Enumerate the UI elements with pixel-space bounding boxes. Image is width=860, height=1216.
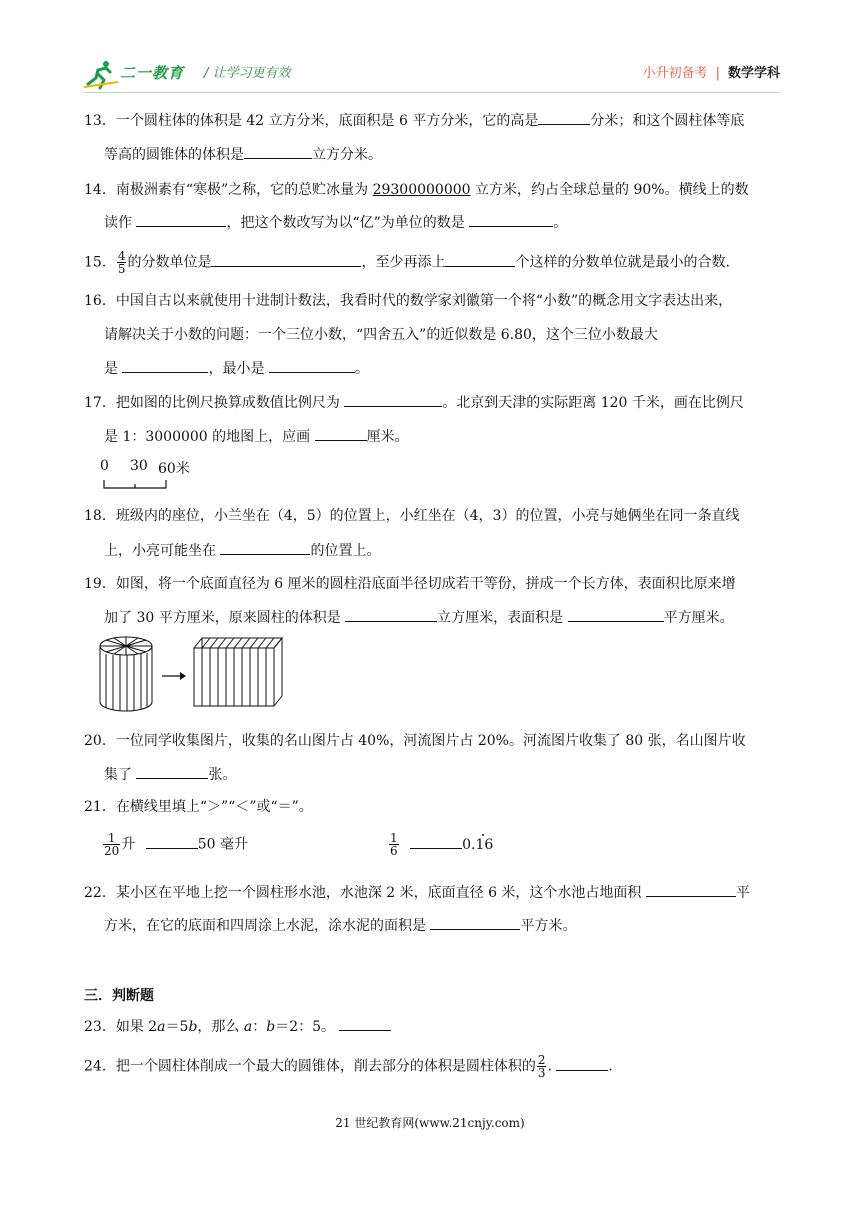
answer-blank[interactable] — [410, 834, 462, 849]
header-right — [643, 62, 780, 81]
q13-text: 等高的圆锥体的体积是 — [104, 147, 244, 163]
fraction — [537, 1054, 547, 1079]
answer-blank[interactable] — [430, 915, 520, 930]
variable: a — [243, 1019, 253, 1035]
q19-text: 19．如图，将一个底面直径为 6 厘米的圆柱沿底面半径切成若干等份，拼成一个长方体，表面积比原来增 — [84, 576, 736, 592]
q16-text: 请解决关于小数的问题：一个三位小数，“四舍五入”的近似数是 6.80，这个三位小数最大 — [104, 327, 658, 343]
question-20-line-2 — [104, 764, 236, 785]
q22-text: 22．某小区在平地上挖一个圆柱形水池，水池深 2 米，底面直径 6 米，这个水池占地面积 — [84, 885, 646, 901]
answer-blank[interactable] — [122, 358, 208, 373]
question-18-line-1 — [84, 506, 739, 526]
fraction — [103, 832, 120, 857]
q18-text: 的位置上。 — [310, 543, 381, 559]
scale-bar — [100, 458, 200, 492]
q13-text: 13．一个圆柱体的体积是 42 立方分米，底面积是 6 平方分米，它的高是 — [84, 113, 539, 129]
fraction — [389, 832, 399, 857]
q23-text: ＝5 — [165, 1019, 189, 1035]
logo — [84, 60, 204, 90]
q13-text: 分米；和这个圆柱体等底 — [590, 113, 745, 129]
header-subject: 数学学科 — [727, 66, 780, 81]
question-13-line-2 — [104, 144, 382, 165]
answer-blank[interactable] — [211, 252, 361, 267]
q20-text: 20．一位同学收集图片，收集的名山图片占 40%，河流图片占 20%。河流图片收集了 80 张，名山图片收 — [84, 733, 746, 749]
q22-text: 方米，在它的底面和四周涂上水泥，涂水泥的面积是 — [104, 918, 431, 934]
answer-blank[interactable] — [339, 1016, 391, 1031]
q15-text: 个这样的分数单位就是最小的合数. — [515, 254, 730, 271]
variable: b — [188, 1019, 198, 1035]
answer-blank[interactable] — [469, 212, 553, 227]
answer-blank[interactable] — [445, 252, 515, 267]
question-18-line-2 — [104, 540, 380, 561]
q21-item-b — [388, 832, 493, 857]
question-15 — [84, 250, 730, 275]
q19-text: 平方厘米。 — [663, 610, 734, 626]
cylinder-icon — [100, 637, 152, 711]
question-20-line-1 — [84, 731, 746, 751]
header-category: 小升初备考 — [642, 66, 708, 81]
question-19-line-2 — [104, 607, 734, 628]
question-17-line-2 — [104, 426, 409, 447]
q18-text: 上，小亮可能坐在 — [104, 543, 221, 559]
page-header — [84, 58, 780, 92]
answer-blank[interactable] — [345, 607, 437, 622]
answer-blank[interactable] — [568, 607, 664, 622]
question-24 — [84, 1054, 613, 1079]
q23-text: ： — [252, 1019, 267, 1035]
question-23 — [84, 1016, 391, 1037]
question-22-line-2 — [104, 915, 576, 936]
q14-text: 14．南极洲素有“寒极”之称，它的总贮冰量为 — [84, 182, 373, 198]
q19-text: 加了 30 平方厘米，原来圆柱的体积是 — [104, 610, 346, 626]
cuboid-icon — [194, 638, 282, 706]
q17-text: 。北京到天津的实际距离 120 千米，画在比例尺 — [442, 395, 744, 411]
q20-text: 集了 — [104, 767, 137, 783]
answer-blank[interactable] — [220, 540, 310, 555]
question-16-line-3 — [104, 358, 369, 379]
answer-blank[interactable] — [136, 212, 226, 227]
cylinder-to-cuboid-figure — [98, 634, 298, 714]
logo-text: 二一教育 — [120, 64, 185, 82]
q17-text: 厘米。 — [366, 429, 409, 445]
question-14-line-1 — [84, 180, 749, 200]
header-divider — [84, 92, 780, 93]
answer-blank[interactable] — [556, 1056, 608, 1071]
comparison-value: 50 毫升 — [197, 836, 248, 853]
numerator: 2 — [537, 1053, 546, 1067]
runner-logo-icon — [84, 60, 120, 90]
question-19-line-1 — [84, 574, 736, 594]
answer-blank[interactable] — [344, 392, 442, 407]
q21-text: 21．在横线里填上“＞”“＜”或“＝”。 — [84, 799, 313, 815]
q21-item-a — [102, 832, 248, 857]
fraction — [117, 250, 127, 275]
repeating-dot — [482, 834, 484, 836]
scale-label: 30 — [130, 458, 148, 474]
numerator: 4 — [117, 249, 126, 263]
q14-text: 。 — [553, 215, 568, 231]
numerator: 1 — [390, 831, 398, 845]
question-16-line-1 — [84, 291, 732, 311]
scale-ruler-icon — [102, 478, 172, 492]
question-14-line-2 — [104, 212, 567, 233]
q18-text: 18．班级内的座位，小兰坐在（4，5）的位置上，小红坐在（4，3）的位置，小亮与她俩坐在同一条直线 — [84, 508, 740, 524]
answer-blank[interactable] — [646, 882, 736, 897]
q14-text: 读作 — [104, 215, 137, 231]
q15-number: 15． — [84, 254, 116, 271]
q16-text: ，最小是 — [208, 361, 269, 377]
q22-text: 平方米。 — [520, 918, 577, 934]
answer-blank[interactable] — [244, 144, 312, 159]
q24-text: . — [547, 1058, 557, 1075]
q20-text: 张。 — [208, 767, 237, 783]
q16-text: 是 — [104, 361, 123, 377]
question-17-line-1 — [84, 392, 744, 413]
q24-text: 24．把一个圆柱体削成一个最大的圆锥体，削去部分的体积是圆柱体积的 — [84, 1058, 536, 1075]
q15-text: ，至少再添上 — [361, 254, 446, 271]
comparison-value: 0.16 — [462, 836, 494, 853]
denominator: 3 — [537, 1066, 546, 1080]
q23-text: ，那么 — [197, 1019, 244, 1035]
unit: 升 — [121, 836, 136, 853]
answer-blank[interactable] — [136, 764, 208, 779]
q17-text: 17．把如图的比例尺换算成数值比例尺为 — [84, 395, 345, 411]
q16-text: 16．中国自古以来就使用十进制计数法，我看时代的数学家刘徽第一个将“小数”的概念用文字表达出来， — [84, 293, 733, 309]
q22-text: 平 — [735, 885, 750, 901]
q14-text: ，把这个数改写为以“亿”为单位的数是 — [226, 215, 470, 231]
numerator: 1 — [103, 832, 120, 845]
slogan: / 让学习更有效 — [204, 66, 291, 81]
answer-blank[interactable] — [538, 110, 590, 125]
underlined-number: 29300000000 — [372, 182, 471, 198]
denominator: 5 — [117, 262, 126, 276]
answer-blank[interactable] — [315, 426, 367, 441]
q13-text: 立方分米。 — [312, 147, 382, 163]
q14-text: 立方米，约占全球总量的 90%。横线上的数 — [470, 182, 749, 198]
q24-text: . — [608, 1058, 613, 1075]
q15-text: 的分数单位是 — [127, 254, 212, 271]
q17-text: 是 1：3000000 的地图上，应画 — [104, 429, 315, 445]
question-16-line-2 — [104, 325, 658, 345]
scale-label: 60米 — [158, 461, 190, 477]
header-separator: | — [715, 66, 720, 81]
arrow-right-icon — [162, 672, 186, 680]
denominator: 20 — [104, 844, 120, 858]
answer-blank[interactable] — [269, 358, 355, 373]
variable: b — [266, 1019, 276, 1035]
variable: a — [157, 1019, 166, 1035]
q23-text: ＝2：5。 — [275, 1019, 336, 1035]
denominator: 6 — [390, 844, 398, 858]
q19-text: 立方厘米，表面积是 — [437, 610, 568, 626]
question-21-line-1 — [84, 797, 313, 817]
scale-label: 0 — [100, 458, 109, 474]
question-13-line-1 — [84, 110, 744, 131]
section-title: 三．判断题 — [84, 988, 154, 1004]
answer-blank[interactable] — [146, 834, 198, 849]
question-22-line-1 — [84, 882, 750, 903]
q23-text: 23．如果 2 — [84, 1019, 158, 1035]
page-footer: 21 世纪教育网(www.21cnjy.com) — [335, 1116, 525, 1130]
q16-text: 。 — [354, 361, 369, 377]
